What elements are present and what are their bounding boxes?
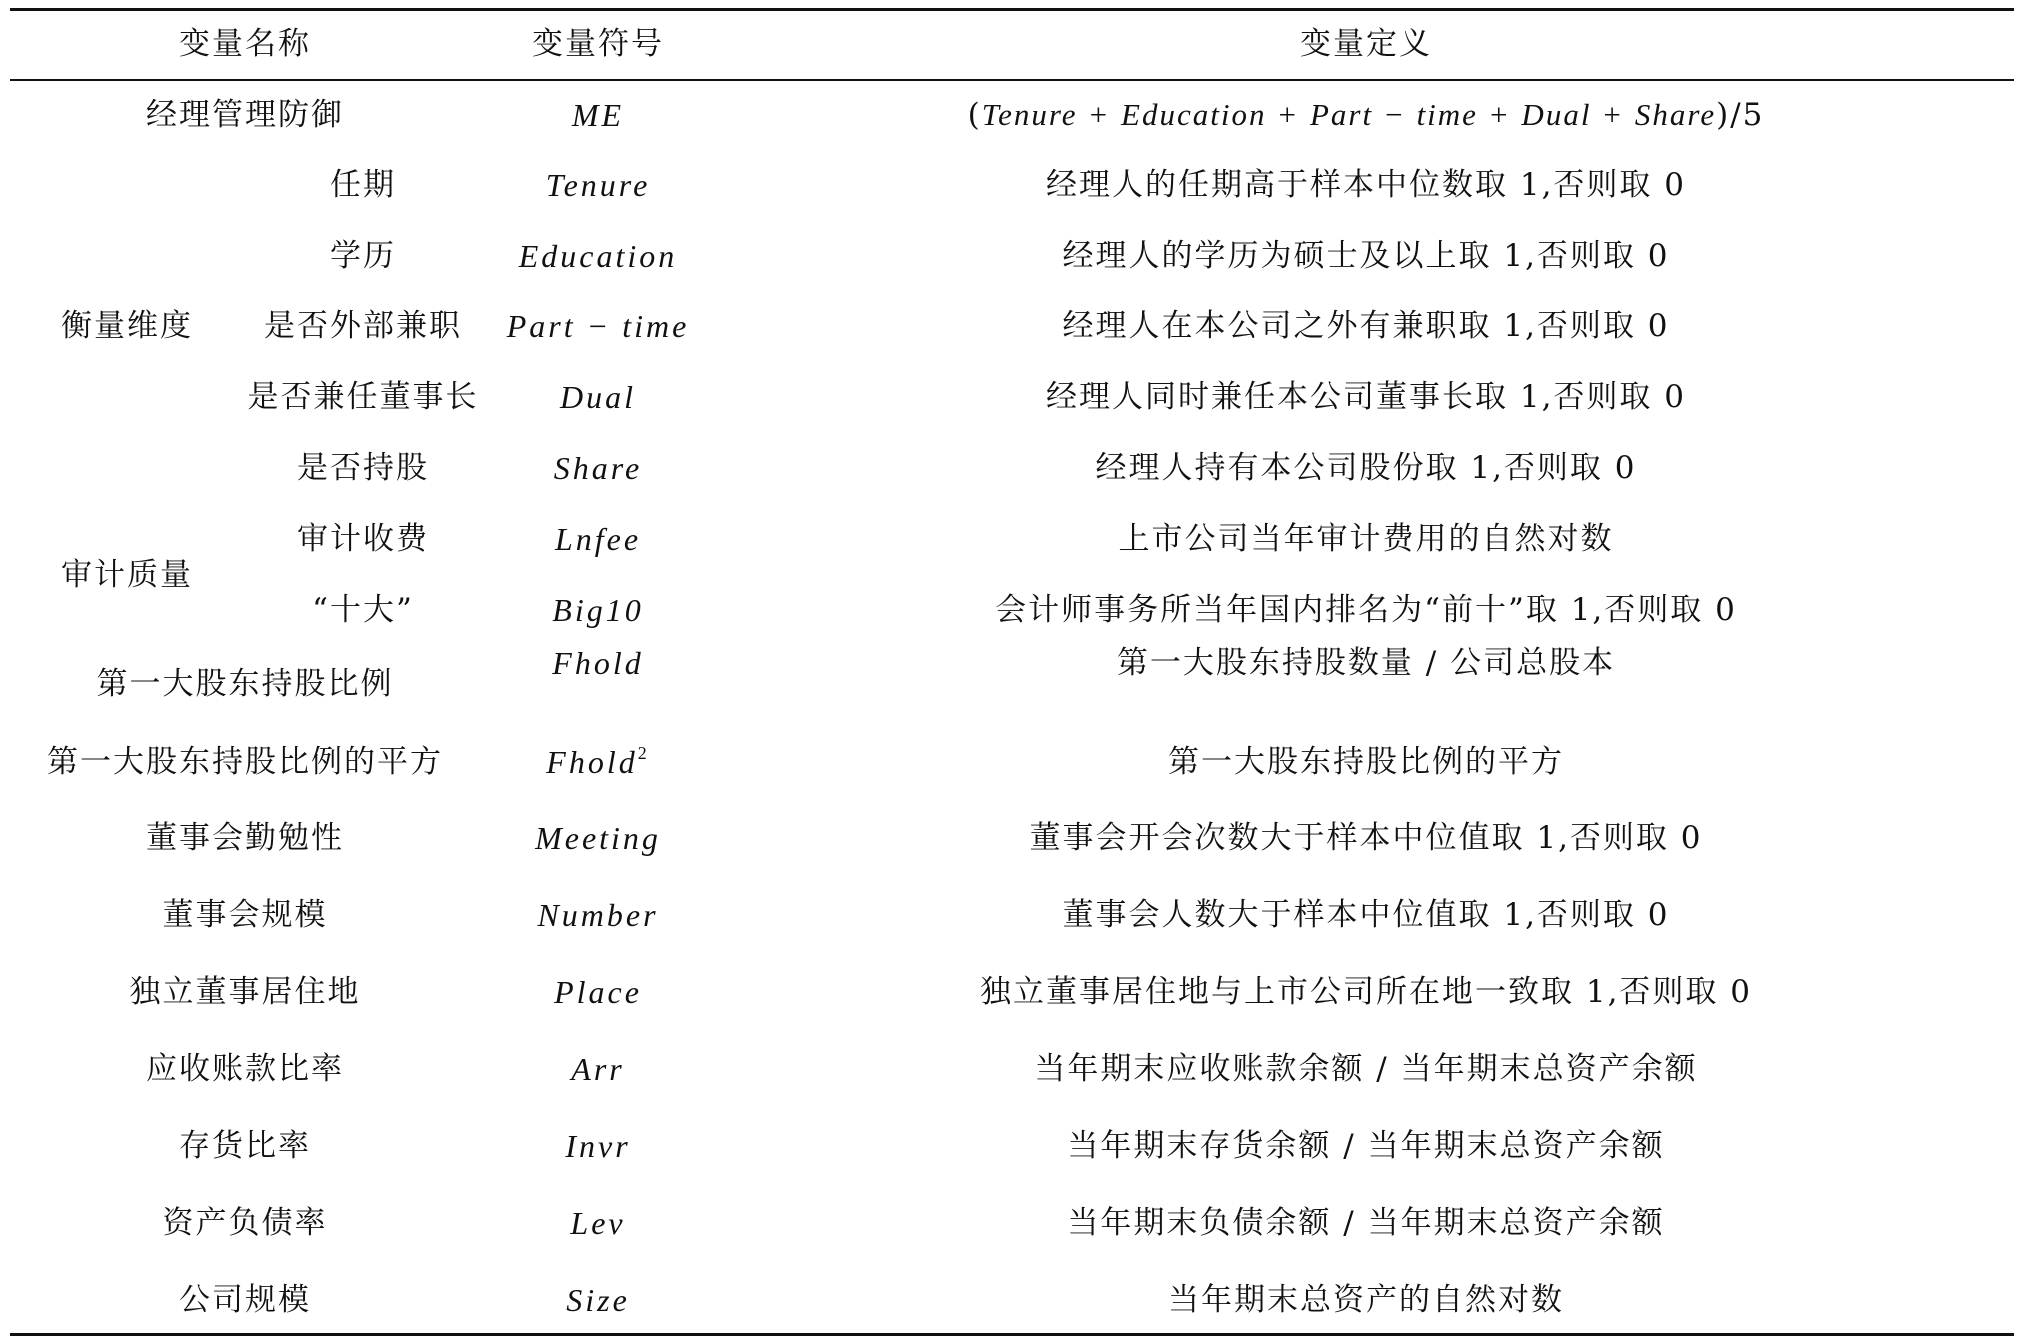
row-definition: 经理人的任期高于样本中位数取 1,否则取 0 — [1045, 167, 1687, 203]
row-definition: 第一大股东持股比例的平方 — [1168, 744, 1564, 780]
formula-term: Share — [1634, 97, 1717, 132]
row-symbol: Lev — [570, 1205, 626, 1241]
formula-term: Tenure — [981, 97, 1078, 132]
table-bottom-rule — [10, 1333, 2014, 1336]
table-top-rule — [10, 8, 2014, 11]
row-definition: 当年期末应收账款余额 / 当年期末总资产余额 — [1034, 1051, 1698, 1087]
group-label-audit: 审计质量 — [61, 557, 193, 593]
row-definition: 上市公司当年审计费用的自然对数 — [1118, 521, 1614, 557]
row-name: 是否外部兼职 — [264, 308, 462, 344]
symbol-base: Fhold — [546, 744, 638, 780]
row-symbol: Arr — [571, 1051, 625, 1087]
row-definition: 董事会人数大于样本中位值取 1,否则取 0 — [1062, 897, 1670, 933]
formula-operator: + — [1089, 97, 1110, 132]
row-name: 第一大股东持股比例的平方 — [47, 744, 443, 780]
row-definition: 经理人持有本公司股份取 1,否则取 0 — [1095, 450, 1637, 486]
row-definition: 第一大股东持股数量 / 公司总股本 — [1116, 645, 1616, 681]
row-name: 公司规模 — [179, 1282, 311, 1318]
row-definition: 当年期末存货余额 / 当年期末总资产余额 — [1067, 1128, 1665, 1164]
row-name: 是否兼任董事长 — [247, 379, 479, 415]
row-symbol — [546, 742, 649, 782]
row-name: 审计收费 — [297, 521, 429, 557]
row-symbol: Invr — [565, 1128, 631, 1164]
formula-operator: − — [1385, 97, 1405, 132]
row-symbol: Education — [518, 238, 678, 274]
header-variable-name: 变量名称 — [179, 26, 311, 62]
formula-term: Dual — [1521, 97, 1592, 132]
row-definition: 董事会开会次数大于样本中位值取 1,否则取 0 — [1029, 820, 1703, 856]
row-name: 存货比率 — [179, 1128, 311, 1164]
row-definition: 会计师事务所当年国内排名为“前十”取 1,否则取 0 — [995, 592, 1737, 628]
row-symbol: Lnfee — [554, 521, 642, 557]
row-definition: 当年期末负债余额 / 当年期末总资产余额 — [1067, 1205, 1665, 1241]
formula-operator: + — [1489, 97, 1510, 132]
formula-open-paren: ( — [967, 97, 982, 133]
table-header-rule — [10, 79, 2014, 81]
row-symbol: Meeting — [535, 820, 661, 856]
row-name: 独立董事居住地 — [129, 974, 361, 1010]
header-variable-symbol: 变量符号 — [532, 26, 664, 62]
formula-term: time — [1416, 97, 1478, 132]
row-name: 董事会勤勉性 — [146, 820, 344, 856]
row-symbol: Size — [566, 1282, 630, 1318]
row-definition: 独立董事居住地与上市公司所在地一致取 1,否则取 0 — [979, 974, 1753, 1010]
formula-operator: + — [1278, 97, 1298, 132]
row-name: 任期 — [330, 167, 396, 203]
row-definition: 经理人的学历为硕士及以上取 1,否则取 0 — [1062, 238, 1670, 274]
row-name: 第一大股东持股比例 — [96, 666, 394, 702]
group-label-measure: 衡量维度 — [61, 308, 193, 344]
row-name: 应收账款比率 — [146, 1051, 344, 1087]
row-symbol: Number — [537, 897, 659, 933]
formula-term: Part — [1309, 97, 1374, 132]
row-name: 资产负债率 — [162, 1205, 328, 1241]
row-name: “十大” — [312, 592, 414, 628]
row-name: 是否持股 — [297, 450, 429, 486]
me-formula — [968, 95, 1765, 135]
row-definition: 经理人同时兼任本公司董事长取 1,否则取 0 — [1045, 379, 1687, 415]
formula-operator: + — [1603, 97, 1623, 132]
formula-close: )/5 — [1716, 97, 1765, 133]
row-symbol: Share — [553, 450, 643, 486]
symbol-superscript: 2 — [637, 743, 650, 763]
row-symbol: Part − time — [506, 308, 690, 344]
row-symbol: Tenure — [545, 167, 651, 203]
header-variable-definition: 变量定义 — [1300, 26, 1432, 62]
row-symbol: Place — [554, 974, 642, 1010]
row-name: 学历 — [330, 238, 396, 274]
row-symbol: Big10 — [552, 592, 644, 628]
row-symbol: Dual — [560, 379, 636, 415]
formula-term: Education — [1121, 97, 1267, 132]
row-symbol: Fhold — [552, 645, 644, 681]
row-symbol: ME — [571, 97, 625, 133]
row-name: 经理管理防御 — [146, 97, 344, 133]
row-name: 董事会规模 — [162, 897, 328, 933]
row-definition: 经理人在本公司之外有兼职取 1,否则取 0 — [1062, 308, 1670, 344]
row-definition: 当年期末总资产的自然对数 — [1168, 1282, 1564, 1318]
